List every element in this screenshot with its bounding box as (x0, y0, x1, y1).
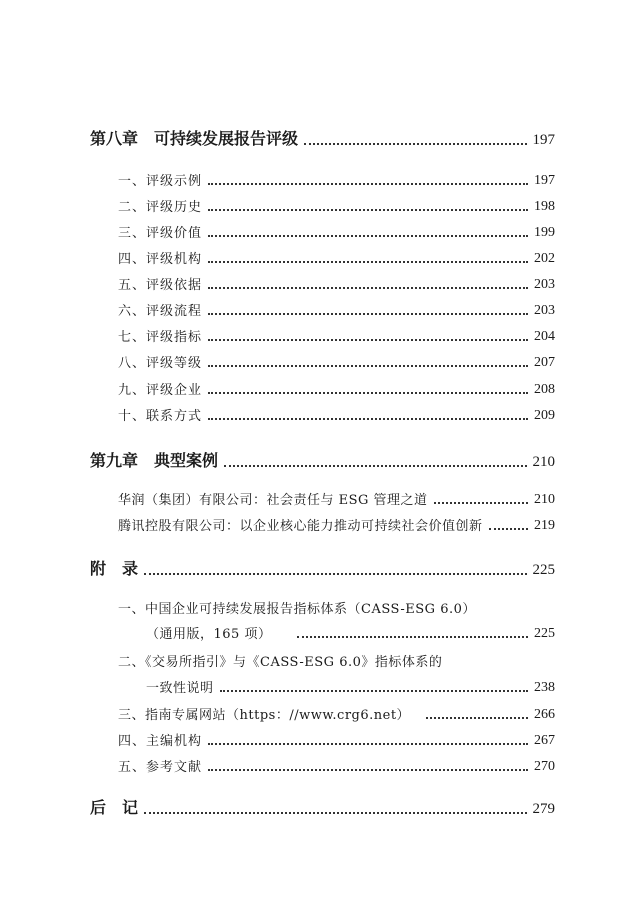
appendix-item-5[interactable] (118, 756, 555, 775)
toc-postscript[interactable] (90, 795, 555, 818)
section-title: 一、评级示例 (118, 174, 203, 189)
appendix-item-1-line2[interactable] (146, 623, 555, 642)
toc-section[interactable] (118, 170, 555, 189)
toc-section[interactable] (118, 274, 555, 293)
dot-leader (297, 636, 528, 638)
dot-leader (224, 465, 526, 467)
page-number: 207 (534, 355, 555, 370)
appendix-item-4[interactable] (118, 730, 555, 749)
page-number: 225 (532, 562, 555, 578)
page-number: 270 (534, 759, 555, 774)
toc-case[interactable] (118, 515, 555, 534)
dot-leader (208, 418, 528, 420)
chapter-title: 第九章 典型案例 (90, 451, 219, 470)
page-number: 267 (534, 733, 555, 748)
page-number: 210 (532, 454, 555, 470)
section-title: 八、评级等级 (118, 356, 203, 371)
page-number: 225 (534, 626, 555, 641)
section-title: 五、评级依据 (118, 278, 203, 293)
toc-section[interactable] (118, 326, 555, 345)
dot-leader (208, 339, 528, 341)
page-number: 197 (534, 173, 555, 188)
dot-leader (144, 573, 526, 575)
case-title: 华润（集团）有限公司：社会责任与 ESG 管理之道 (118, 493, 428, 508)
page-number: 210 (534, 492, 555, 507)
dot-leader (208, 392, 528, 394)
case-title: 腾讯控股有限公司：以企业核心能力推动可持续社会价值创新 (118, 519, 483, 534)
toc-chapter-9[interactable] (90, 448, 555, 471)
dot-leader (208, 365, 528, 367)
dot-leader (220, 690, 528, 692)
section-title: 十、联系方式 (118, 409, 203, 424)
appendix-item-2-line1[interactable]: 二、《交易所指引》与《CASS-ESG 6.0》指标体系的 (118, 655, 443, 670)
page-number: 208 (534, 382, 555, 397)
toc-section[interactable] (118, 405, 555, 424)
postscript-title: 后 记 (90, 798, 139, 817)
page-number: 197 (532, 132, 555, 148)
page-number: 209 (534, 408, 555, 423)
page-number: 203 (534, 277, 555, 292)
dot-leader (426, 717, 528, 719)
dot-leader (304, 143, 526, 145)
dot-leader (208, 769, 528, 771)
appendix-item-1-line1[interactable]: 一、中国企业可持续发展报告指标体系（CASS-ESG 6.0） (118, 602, 476, 617)
toc-section[interactable] (118, 248, 555, 267)
page-number: 199 (534, 225, 555, 240)
appendix-item-text: 一致性说明 (146, 681, 214, 696)
appendix-item-text: （通用版，165 项） (146, 627, 272, 642)
appendix-item-2-line2[interactable] (146, 677, 555, 696)
dot-leader (208, 313, 528, 315)
page-number: 266 (534, 707, 555, 722)
dot-leader (208, 209, 528, 211)
section-title: 四、评级机构 (118, 252, 203, 267)
appendix-item-text: 三、指南专属网站（https：//www.crg6.net） (118, 708, 411, 723)
section-title: 三、评级价值 (118, 226, 203, 241)
dot-leader (208, 261, 528, 263)
dot-leader (208, 287, 528, 289)
toc-appendix[interactable] (90, 556, 555, 579)
section-title: 九、评级企业 (118, 383, 203, 398)
page-number: 204 (534, 329, 555, 344)
section-title: 六、评级流程 (118, 304, 203, 319)
dot-leader (208, 743, 528, 745)
appendix-title: 附 录 (90, 559, 139, 578)
page-number: 279 (532, 801, 555, 817)
dot-leader (434, 502, 528, 504)
chapter-title: 第八章 可持续发展报告评级 (90, 129, 299, 148)
toc-case[interactable] (118, 489, 555, 508)
appendix-item-3[interactable] (118, 704, 555, 723)
dot-leader (489, 528, 528, 530)
page-number: 238 (534, 680, 555, 695)
page-number: 202 (534, 251, 555, 266)
section-title: 七、评级指标 (118, 330, 203, 345)
page-number: 198 (534, 199, 555, 214)
toc-chapter-8[interactable] (90, 126, 555, 149)
toc-section[interactable] (118, 379, 555, 398)
toc-section[interactable] (118, 222, 555, 241)
page-number: 203 (534, 303, 555, 318)
appendix-item-text: 四、主编机构 (118, 734, 203, 749)
dot-leader (144, 812, 526, 814)
toc-section[interactable] (118, 300, 555, 319)
section-title: 二、评级历史 (118, 200, 203, 215)
toc-section[interactable] (118, 352, 555, 371)
dot-leader (208, 235, 528, 237)
toc-section[interactable] (118, 196, 555, 215)
page-number: 219 (534, 518, 555, 533)
appendix-item-text: 五、参考文献 (118, 760, 203, 775)
dot-leader (208, 183, 528, 185)
